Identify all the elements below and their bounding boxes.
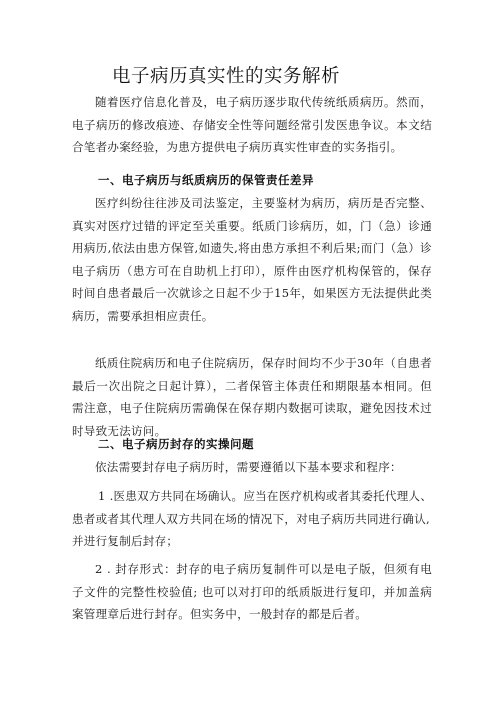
section2-item1-line3: 并进行复制后封存； <box>72 534 179 548</box>
document-title: 电子病历真实性的实务解析 <box>112 66 341 87</box>
intro-paragraph: 随着医疗信息化普及，电子病历逐步取代传统纸质病历。然而，电子病历的修改痕迹、存储安全性等问题经常引发医患争议。本文结合笔者办案经验，为患方提供电子病历真实性审查的实务指引。 <box>72 95 432 155</box>
section1-paragraph-1: 医疗纠纷往往涉及司法鉴定，主要鉴材为病历，病历是否完整、真实对医疗过错的评定至关重要。纸质门诊病历，如，门（急）诊通用病历,依法由患方保管,如遗失,将由患方承担不利后果;而门（急）诊电子病历（患方可在自助机上打印），原件由医疗机构保管的，保存时间自患者最后一次就诊之日起不少于15年，如果医方无法提供此类病历，需要承担相应责任。 <box>72 196 432 323</box>
section2-item1-line2: 患者或者其代理人双方共同在场的情况下，对电子病历共同进行确认, <box>72 512 430 526</box>
section1-heading: 一、电子病历与纸质病历的保管责任差异 <box>98 173 314 187</box>
section2-heading: 二、电子病历封存的实操问题 <box>98 437 254 451</box>
section2-item2: 2 . 封存形式：封存的电子病历复制件可以是电子版，但须有电子文件的完整性校验值; 也可以对打印的纸质版进行复印，并加盖病案管理章后进行封存。但实务中，一般封存的都是后者。 <box>72 562 432 622</box>
section2-paragraph-1: 依法需要封存电子病历时，需要遵循以下基本要求和程序： <box>95 460 402 474</box>
section2-item1-line1: 1 .医患双方共同在场确认。应当在医疗机构或者其委托代理人、 <box>98 489 433 503</box>
section1-paragraph-2: 纸质住院病历和电子住院病历，保存时间均不少于30年（自患者最后一次出院之日起计算），二者保管主体责任和期限基本相同。但需注意，电子住院病历需确保在保存期内数据可读取，避免因技术过时导致无法访问。 <box>72 356 432 438</box>
